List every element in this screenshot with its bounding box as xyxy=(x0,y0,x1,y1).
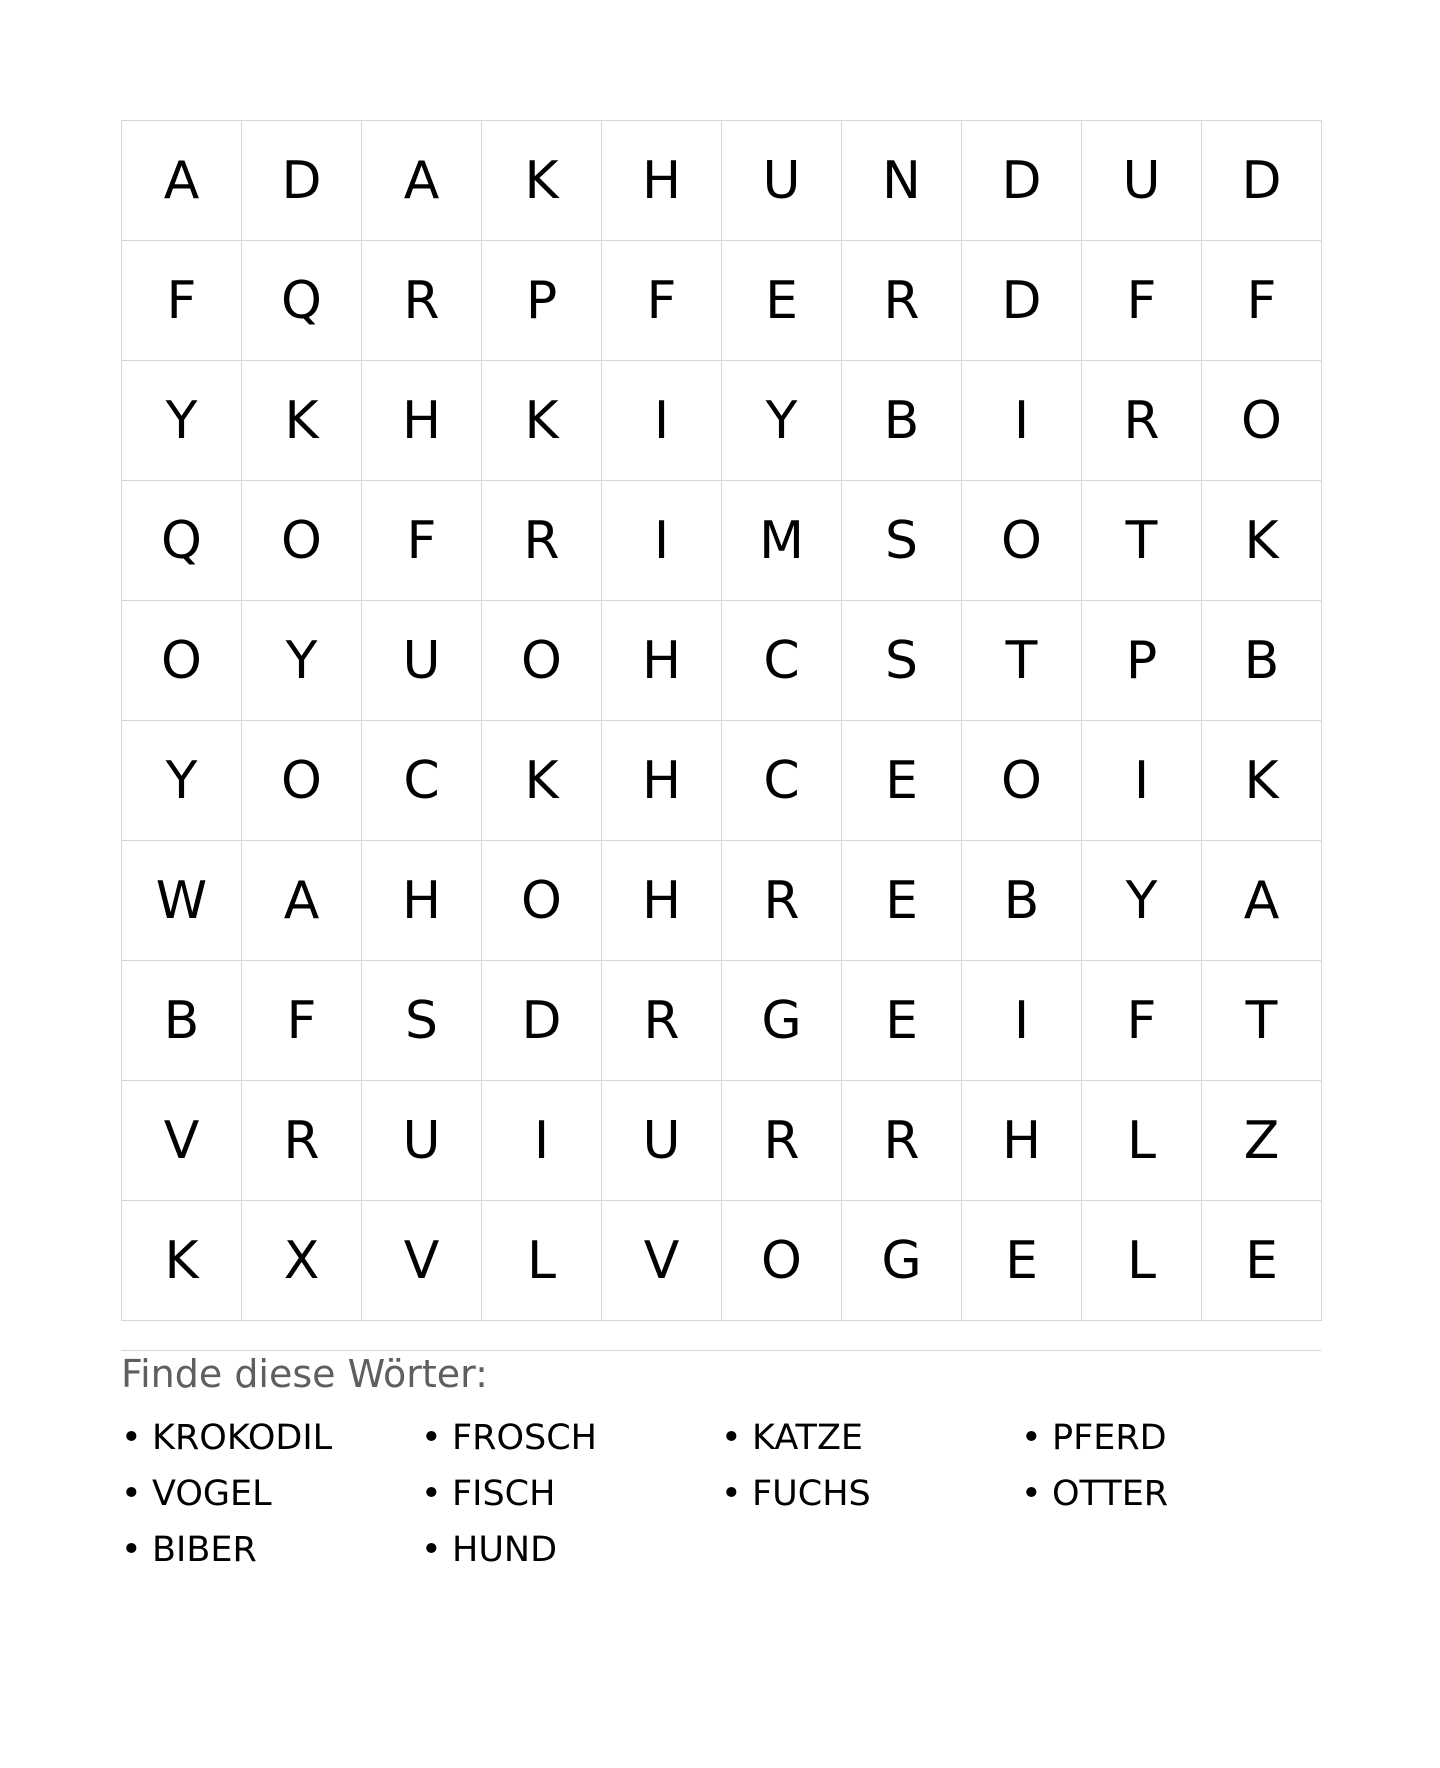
grid-cell[interactable]: T xyxy=(1202,961,1322,1081)
grid-cell[interactable]: L xyxy=(482,1201,602,1321)
grid-cell[interactable]: Z xyxy=(1202,1081,1322,1201)
grid-cell[interactable]: B xyxy=(962,841,1082,961)
bullet-icon: • xyxy=(721,1418,742,1458)
divider xyxy=(121,1350,1321,1351)
grid-cell[interactable]: H xyxy=(362,841,482,961)
word-label: KROKODIL xyxy=(152,1418,333,1458)
grid-cell[interactable]: U xyxy=(1082,121,1202,241)
grid-cell[interactable]: R xyxy=(722,841,842,961)
grid-cell[interactable]: V xyxy=(122,1081,242,1201)
bullet-icon: • xyxy=(721,1474,742,1514)
grid-cell[interactable]: K xyxy=(242,361,362,481)
grid-cell[interactable]: N xyxy=(842,121,962,241)
grid-cell[interactable]: H xyxy=(962,1081,1082,1201)
grid-cell[interactable]: E xyxy=(842,721,962,841)
grid-cell[interactable]: R xyxy=(842,1081,962,1201)
grid-cell[interactable]: H xyxy=(602,121,722,241)
grid-cell[interactable]: R xyxy=(242,1081,362,1201)
grid-cell[interactable]: W xyxy=(122,841,242,961)
grid-cell[interactable]: O xyxy=(482,841,602,961)
bullet-icon: • xyxy=(421,1530,442,1570)
grid-cell[interactable]: F xyxy=(1202,241,1322,361)
grid-cell[interactable]: F xyxy=(1082,961,1202,1081)
grid-cell[interactable]: K xyxy=(1202,481,1322,601)
grid-cell[interactable]: S xyxy=(842,601,962,721)
grid-cell[interactable]: L xyxy=(1082,1081,1202,1201)
grid-cell[interactable]: E xyxy=(842,841,962,961)
word-label: FUCHS xyxy=(752,1474,871,1514)
grid-cell[interactable]: S xyxy=(362,961,482,1081)
grid-cell[interactable]: Y xyxy=(242,601,362,721)
grid-cell[interactable]: O xyxy=(242,481,362,601)
word-list-item xyxy=(421,1466,721,1522)
grid-cell[interactable]: V xyxy=(602,1201,722,1321)
grid-cell[interactable]: D xyxy=(1202,121,1322,241)
grid-cell[interactable]: V xyxy=(362,1201,482,1321)
grid-cell[interactable]: K xyxy=(482,361,602,481)
grid-cell[interactable]: D xyxy=(962,121,1082,241)
grid-cell[interactable]: I xyxy=(482,1081,602,1201)
grid-cell[interactable]: P xyxy=(482,241,602,361)
grid-cell[interactable]: P xyxy=(1082,601,1202,721)
grid-cell[interactable]: B xyxy=(122,961,242,1081)
word-list-item xyxy=(721,1466,1021,1522)
grid-cell[interactable]: D xyxy=(482,961,602,1081)
word-list-title: Finde diese Wörter: xyxy=(121,1352,488,1396)
word-label: FISCH xyxy=(452,1474,556,1514)
word-list-item xyxy=(1021,1410,1321,1466)
word-label: PFERD xyxy=(1052,1418,1167,1458)
grid-cell[interactable]: E xyxy=(1202,1201,1322,1321)
grid-cell[interactable]: K xyxy=(122,1201,242,1321)
grid-cell[interactable]: O xyxy=(962,721,1082,841)
grid-cell[interactable]: C xyxy=(722,721,842,841)
bullet-icon: • xyxy=(1021,1418,1042,1458)
grid-cell[interactable]: I xyxy=(602,481,722,601)
grid-cell[interactable]: E xyxy=(842,961,962,1081)
word-label: FROSCH xyxy=(452,1418,597,1458)
grid-cell[interactable]: G xyxy=(722,961,842,1081)
grid-cell[interactable]: Y xyxy=(122,361,242,481)
word-label: VOGEL xyxy=(152,1474,272,1514)
grid-cell[interactable]: A xyxy=(242,841,362,961)
grid-cell[interactable]: I xyxy=(962,361,1082,481)
grid-cell[interactable]: I xyxy=(1082,721,1202,841)
grid-cell[interactable]: H xyxy=(602,601,722,721)
grid-cell[interactable]: H xyxy=(602,841,722,961)
grid-cell[interactable]: D xyxy=(242,121,362,241)
grid-cell[interactable]: R xyxy=(602,961,722,1081)
grid-cell[interactable]: Q xyxy=(242,241,362,361)
grid-cell[interactable]: R xyxy=(362,241,482,361)
grid-cell[interactable]: Q xyxy=(122,481,242,601)
word-label: BIBER xyxy=(152,1530,257,1570)
grid-cell[interactable]: O xyxy=(722,1201,842,1321)
grid-cell[interactable]: M xyxy=(722,481,842,601)
word-list-item xyxy=(421,1522,721,1578)
word-list-item xyxy=(121,1466,421,1522)
grid-cell[interactable]: R xyxy=(842,241,962,361)
grid-cell[interactable]: E xyxy=(722,241,842,361)
word-label: HUND xyxy=(452,1530,558,1570)
grid-cell[interactable]: K xyxy=(482,721,602,841)
grid-cell[interactable]: A xyxy=(122,121,242,241)
grid-cell[interactable]: R xyxy=(482,481,602,601)
grid-cell[interactable]: F xyxy=(122,241,242,361)
bullet-icon: • xyxy=(421,1474,442,1514)
grid-cell[interactable]: K xyxy=(1202,721,1322,841)
grid-cell[interactable]: F xyxy=(1082,241,1202,361)
grid-cell[interactable]: O xyxy=(242,721,362,841)
word-label: OTTER xyxy=(1052,1474,1169,1514)
word-label: KATZE xyxy=(752,1418,864,1458)
bullet-icon: • xyxy=(121,1418,142,1458)
grid-cell[interactable]: O xyxy=(482,601,602,721)
grid-cell[interactable]: U xyxy=(602,1081,722,1201)
bullet-icon: • xyxy=(1021,1474,1042,1514)
grid-cell[interactable]: H xyxy=(362,361,482,481)
word-list xyxy=(121,1410,1321,1578)
bullet-icon: • xyxy=(121,1530,142,1570)
grid-cell[interactable]: O xyxy=(122,601,242,721)
grid-cell[interactable]: C xyxy=(722,601,842,721)
grid-cell[interactable]: B xyxy=(1202,601,1322,721)
grid-cell[interactable]: K xyxy=(482,121,602,241)
grid-cell[interactable]: U xyxy=(722,121,842,241)
grid-cell[interactable]: R xyxy=(1082,361,1202,481)
grid-cell[interactable]: A xyxy=(362,121,482,241)
grid-cell[interactable]: F xyxy=(602,241,722,361)
grid-cell[interactable]: S xyxy=(842,481,962,601)
grid-cell[interactable]: T xyxy=(962,601,1082,721)
bullet-icon: • xyxy=(121,1474,142,1514)
grid-cell[interactable]: C xyxy=(362,721,482,841)
grid-cell[interactable]: F xyxy=(362,481,482,601)
grid-cell[interactable]: G xyxy=(842,1201,962,1321)
grid-cell[interactable]: Y xyxy=(122,721,242,841)
grid-cell[interactable]: H xyxy=(602,721,722,841)
word-list-item xyxy=(121,1522,421,1578)
grid-cell[interactable]: O xyxy=(962,481,1082,601)
word-list-item xyxy=(721,1410,1021,1466)
grid-cell[interactable]: B xyxy=(842,361,962,481)
grid-cell[interactable]: D xyxy=(962,241,1082,361)
grid-cell[interactable]: R xyxy=(722,1081,842,1201)
grid-cell[interactable]: F xyxy=(242,961,362,1081)
bullet-icon: • xyxy=(421,1418,442,1458)
grid-cell[interactable]: Y xyxy=(1082,841,1202,961)
grid-cell[interactable]: X xyxy=(242,1201,362,1321)
grid-cell[interactable]: I xyxy=(602,361,722,481)
grid-cell[interactable]: L xyxy=(1082,1201,1202,1321)
word-list-item xyxy=(421,1410,721,1466)
letter-grid xyxy=(121,120,1322,1321)
word-list-item xyxy=(1021,1466,1321,1522)
grid-cell[interactable]: A xyxy=(1202,841,1322,961)
grid-cell[interactable]: I xyxy=(962,961,1082,1081)
grid-cell[interactable]: U xyxy=(362,601,482,721)
grid-cell[interactable]: O xyxy=(1202,361,1322,481)
grid-cell[interactable]: T xyxy=(1082,481,1202,601)
grid-cell[interactable]: U xyxy=(362,1081,482,1201)
grid-cell[interactable]: E xyxy=(962,1201,1082,1321)
word-list-item xyxy=(121,1410,421,1466)
grid-cell[interactable]: Y xyxy=(722,361,842,481)
